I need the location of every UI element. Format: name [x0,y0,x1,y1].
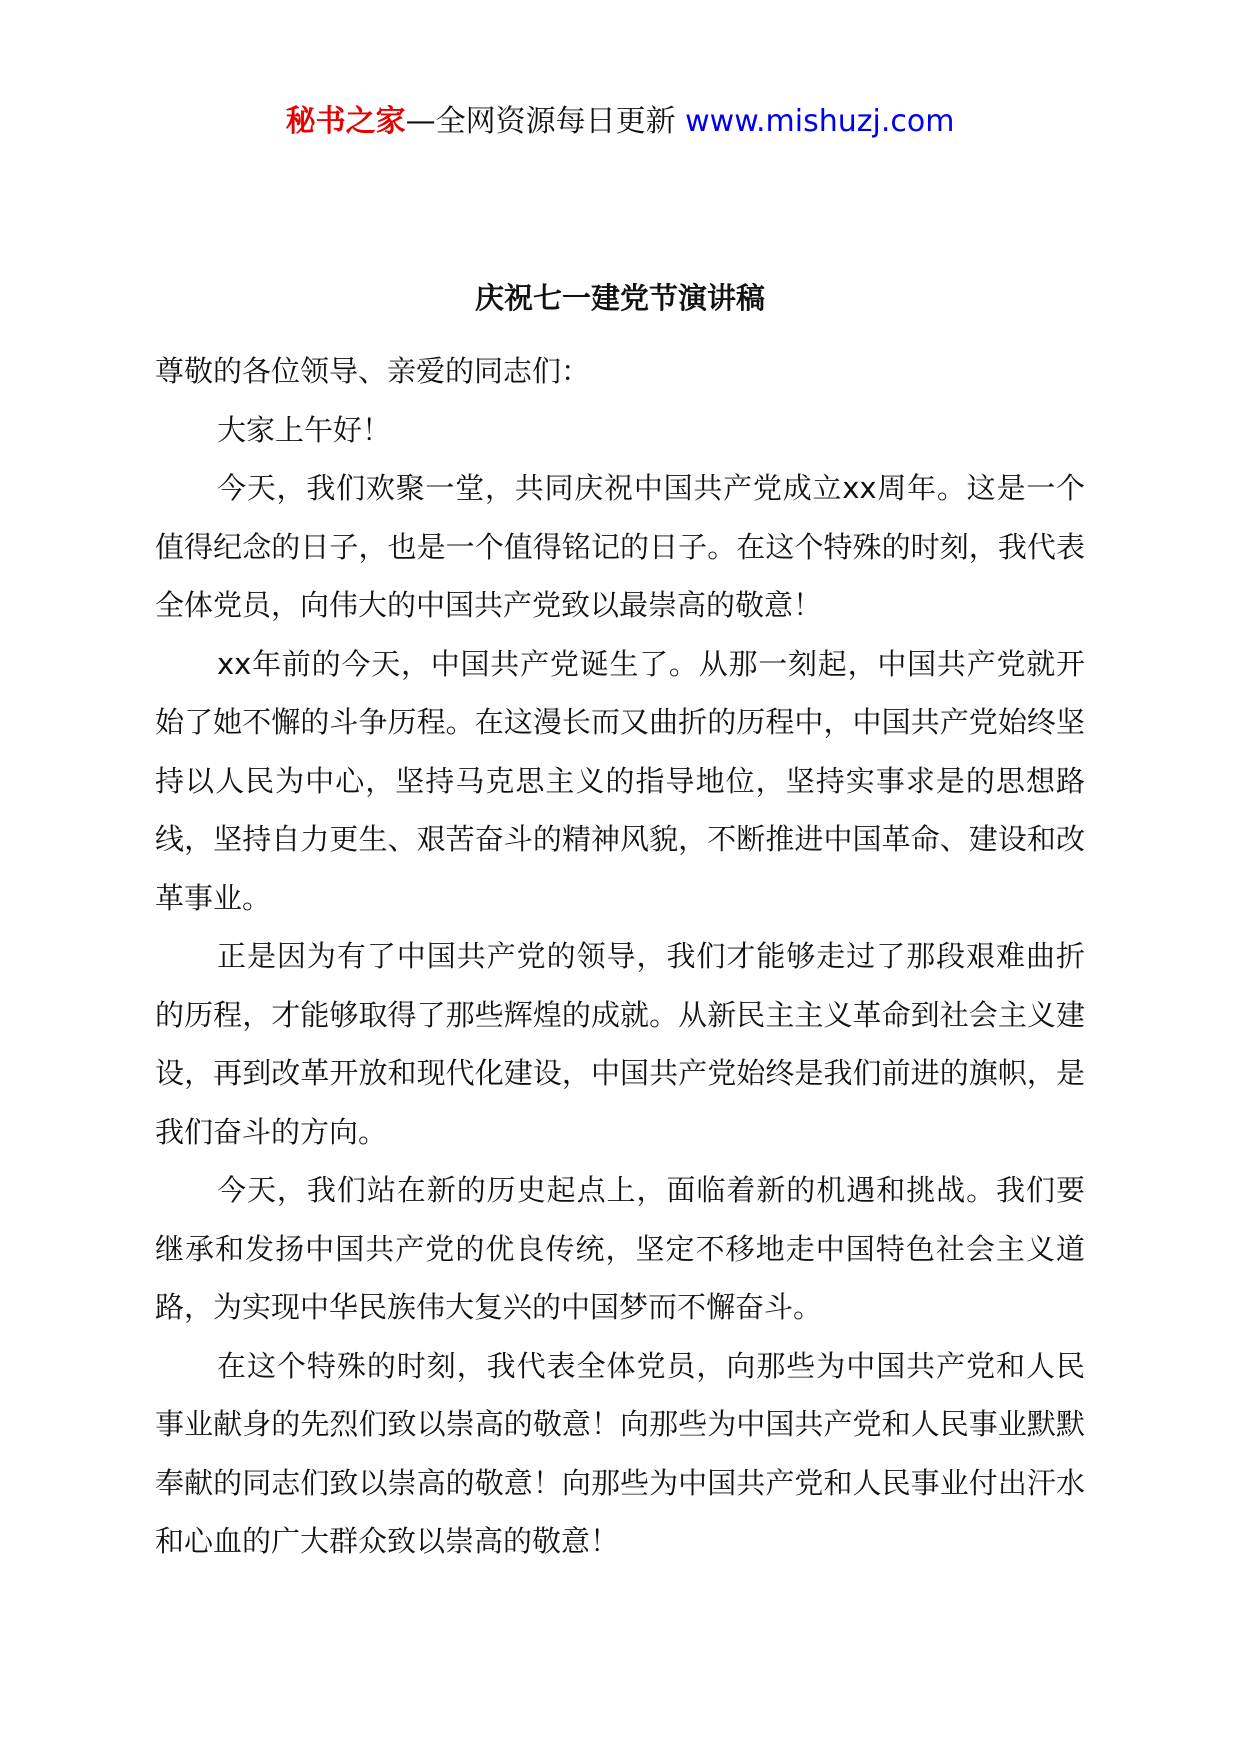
site-header [0,100,1240,144]
document-body [155,342,1085,1571]
site-url-link[interactable]: www.mishuzj.com [685,104,955,139]
salutation: 尊敬的各位领导、亲爱的同志们： [155,354,591,388]
paragraph-1: 大家上午好！ [217,412,392,447]
paragraph-2: 今天，我们欢聚一堂，共同庆祝中国共产党成立xx周年。这是一个值得纪念的日子，也是一个值得铭记的日子。在这个特殊的时刻，我代表全体党员，向伟大的中国共产党致以最崇高的敬意！ [155,471,1085,622]
site-tagline: —全网资源每日更新 [405,104,676,139]
document-title: 庆祝七一建党节演讲稿 [474,281,765,315]
paragraph-4: 正是因为有了中国共产党的领导，我们才能够走过了那段艰难曲折的历程，才能够取得了那些辉煌的成就。从新民主主义革命到社会主义建设，再到改革开放和现代化建设，中国共产党始终是我们前进的旗帜，是我们奋斗的方向。 [155,939,1085,1149]
paragraph-3: xx年前的今天，中国共产党诞生了。从那一刻起，中国共产党就开始了她不懈的斗争历程。在这漫长而又曲折的历程中，中国共产党始终坚持以人民为中心，坚持马克思主义的指导地位，坚持实事求是的思想路线，坚持自力更生、艰苦奋斗的精神风貌，不断推进中国革命、建设和改革事业。 [155,646,1085,915]
site-brand: 秘书之家 [285,104,406,139]
paragraph-6: 在这个特殊的时刻，我代表全体党员，向那些为中国共产党和人民事业献身的先烈们致以崇高的敬意！向那些为中国共产党和人民事业默默奉献的同志们致以崇高的敬意！向那些为中国共产党和人民事业付出汗水和心血的广大群众致以崇高的敬意！ [155,1348,1085,1558]
paragraph-5: 今天，我们站在新的历史起点上，面临着新的机遇和挑战。我们要继承和发扬中国共产党的优良传统，坚定不移地走中国特色社会主义道路，为实现中华民族伟大复兴的中国梦而不懈奋斗。 [155,1173,1085,1324]
